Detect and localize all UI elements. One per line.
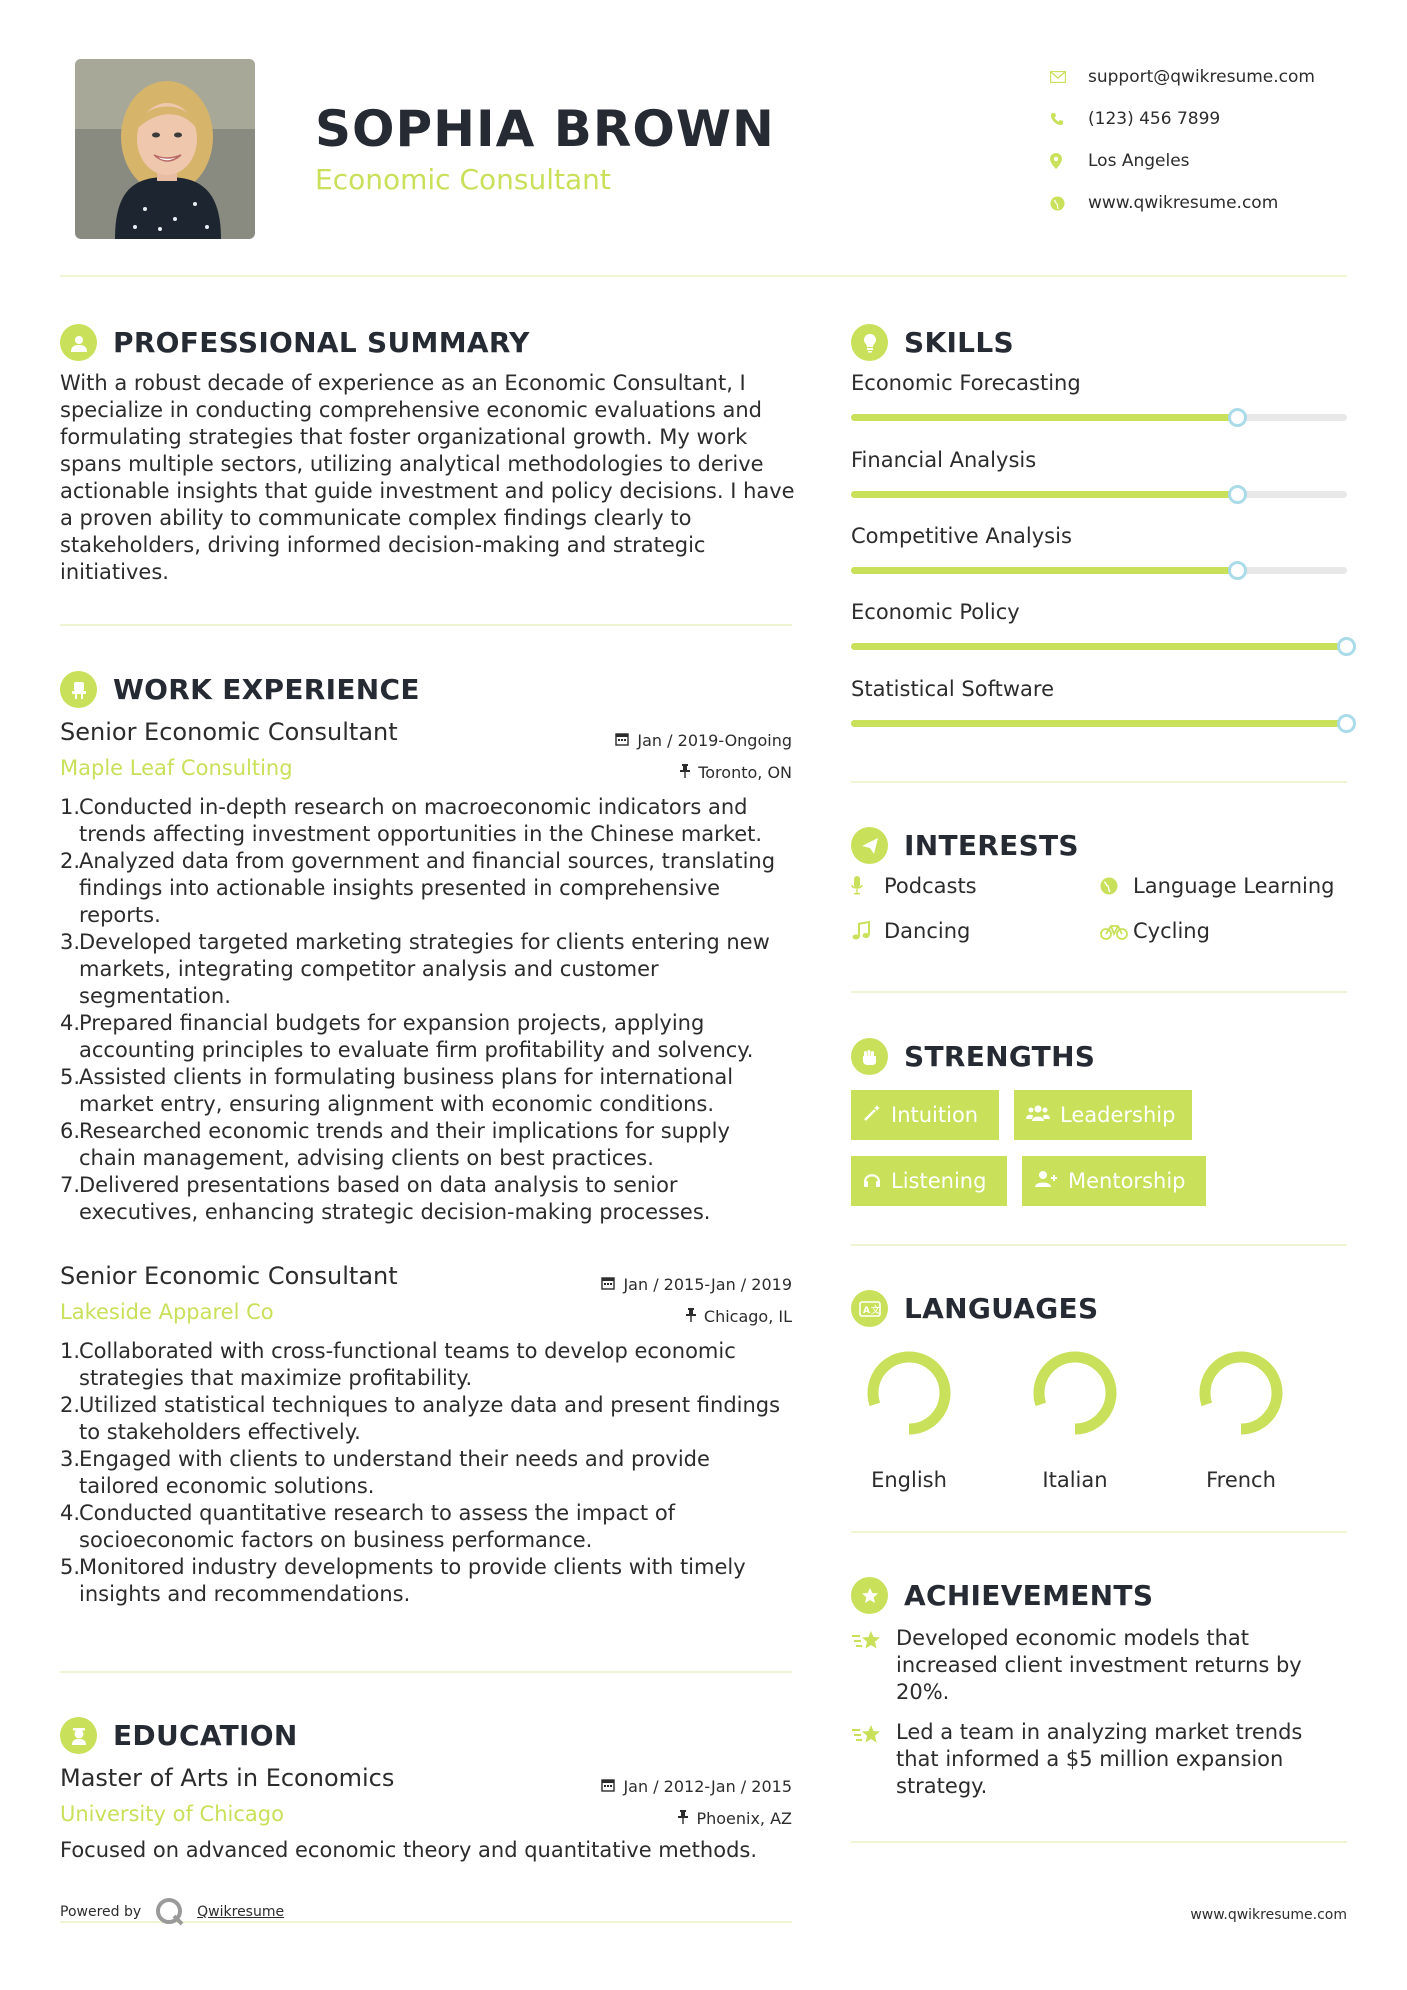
list-item: 4.Prepared financial budgets for expansion projects, applying accounting principles to evaluate firm profitability and solvency. <box>60 1011 754 1062</box>
headphones-icon <box>863 1169 881 1193</box>
education-dates <box>601 1770 792 1802</box>
degree-title: Master of Arts in Economics <box>60 1764 395 1792</box>
skill-bar <box>851 567 1347 574</box>
candidate-title: Economic Consultant <box>315 163 611 196</box>
education-entry <box>60 1764 792 1862</box>
website-text: www.qwikresume.com <box>1088 193 1279 213</box>
skill-bar-fill <box>851 567 1238 574</box>
skills-heading <box>851 324 1014 361</box>
contact-location <box>1050 140 1315 182</box>
interest-item <box>851 919 970 943</box>
company-name: Maple Leaf Consulting <box>60 756 293 780</box>
pushpin-icon <box>678 1809 688 1828</box>
svg-text:文: 文 <box>870 1305 880 1316</box>
achievement-item <box>851 1625 1331 1706</box>
achievement-text: Led a team in analyzing market trends that informed a $5 million expansion strategy. <box>896 1720 1303 1798</box>
shooting-star-icon <box>851 1719 896 1800</box>
skill-bar-knob <box>1228 561 1247 580</box>
interest-label: Cycling <box>1133 919 1210 943</box>
skill-name: Economic Forecasting <box>851 371 1081 395</box>
summary-heading <box>60 324 530 361</box>
brand-link[interactable]: Qwikresume <box>197 1904 285 1920</box>
skill-bar <box>851 491 1347 498</box>
skill-item <box>851 448 1347 498</box>
footer-powered-by <box>60 1897 284 1927</box>
interest-label: Language Learning <box>1133 874 1335 898</box>
skill-bar-fill <box>851 491 1238 498</box>
skill-name: Competitive Analysis <box>851 524 1072 548</box>
interest-item <box>1100 874 1334 898</box>
microphone-icon <box>851 876 884 896</box>
contact-website[interactable] <box>1050 182 1315 224</box>
lightbulb-icon <box>851 324 888 361</box>
envelope-icon <box>1050 71 1088 83</box>
language-icon <box>851 1290 888 1327</box>
profile-photo <box>75 59 255 239</box>
languages-heading <box>851 1290 1098 1327</box>
experience-heading <box>60 671 420 708</box>
job-meta <box>601 1268 792 1332</box>
list-item: 6.Researched economic trends and their implications for supply chain management, advising clients on best practices. <box>60 1119 730 1170</box>
language-item <box>1015 1346 1135 1492</box>
strengths-divider <box>851 1244 1347 1246</box>
job-location-text: Toronto, ON <box>698 762 792 782</box>
list-item: 2.Analyzed data from government and financial sources, translating findings into actionable insights presented in comprehensive reports. <box>60 849 776 927</box>
skill-bar-knob <box>1337 637 1356 656</box>
achievements-divider <box>851 1841 1347 1843</box>
skill-bar <box>851 720 1347 727</box>
language-level-arc <box>1205 1357 1277 1429</box>
calendar-icon <box>601 1275 615 1294</box>
language-ring <box>1194 1346 1288 1440</box>
users-icon <box>1026 1103 1050 1127</box>
magic-wand-icon <box>863 1103 881 1127</box>
candidate-name: SOPHIA BROWN <box>315 100 775 158</box>
job-dates-text: Jan / 2015-Jan / 2019 <box>623 1274 792 1294</box>
job-dates <box>601 1268 792 1300</box>
job-bullets <box>60 1338 792 1608</box>
pushpin-icon <box>686 1307 696 1326</box>
bicycle-icon <box>1100 922 1133 940</box>
skill-name: Statistical Software <box>851 677 1055 701</box>
strength-label: Leadership <box>1060 1103 1176 1127</box>
strength-label: Mentorship <box>1068 1169 1186 1193</box>
job-location <box>601 1300 792 1332</box>
skill-bar <box>851 414 1347 421</box>
summary-divider <box>60 624 792 626</box>
education-meta <box>601 1770 792 1834</box>
skill-item <box>851 371 1347 421</box>
skill-bar-knob <box>1337 714 1356 733</box>
education-heading-label: EDUCATION <box>113 1719 298 1752</box>
language-name: Italian <box>1042 1468 1108 1492</box>
skill-bar-fill <box>851 720 1347 727</box>
calendar-icon <box>615 731 629 750</box>
language-ring <box>862 1346 956 1440</box>
skill-item <box>851 524 1347 574</box>
portrait-image <box>75 59 255 239</box>
list-item: 3.Developed targeted marketing strategies for clients entering new markets, integrating competitor analysis and customer segmentation. <box>60 930 770 1008</box>
achievement-item <box>851 1719 1331 1800</box>
map-pin-icon <box>1050 153 1088 169</box>
skill-item <box>851 600 1347 650</box>
skills-divider <box>851 781 1347 783</box>
pushpin-icon <box>680 763 690 782</box>
company-name: Lakeside Apparel Co <box>60 1300 274 1324</box>
skills-heading-label: SKILLS <box>904 326 1014 359</box>
language-name: English <box>871 1468 947 1492</box>
strengths-heading <box>851 1038 1095 1075</box>
language-item <box>1181 1346 1301 1492</box>
list-item: 1.Collaborated with cross-functional teams to develop economic strategies that maximize profitability. <box>60 1339 736 1390</box>
experience-divider <box>60 1671 792 1673</box>
skill-bar-knob <box>1228 408 1247 427</box>
phone-icon <box>1050 112 1088 126</box>
job-entry <box>60 1262 792 1608</box>
job-location <box>615 756 792 788</box>
email-text: support@qwikresume.com <box>1088 67 1315 87</box>
paper-plane-icon <box>851 827 888 864</box>
contact-info <box>1050 56 1315 224</box>
user-icon <box>60 324 97 361</box>
globe-icon <box>1100 877 1133 895</box>
job-title: Senior Economic Consultant <box>60 1262 398 1290</box>
music-note-icon <box>851 921 884 941</box>
job-bullets <box>60 794 792 1226</box>
phone-text: (123) 456 7899 <box>1088 109 1221 129</box>
language-level-arc <box>873 1357 945 1429</box>
strength-label: Intuition <box>891 1103 979 1127</box>
location-text: Los Angeles <box>1088 151 1190 171</box>
skill-name: Economic Policy <box>851 600 1020 624</box>
list-item: 2.Utilized statistical techniques to analyze data and present findings to stakeholders effectively. <box>60 1393 781 1444</box>
achievements-heading <box>851 1577 1153 1614</box>
job-meta <box>615 724 792 788</box>
graduate-icon <box>60 1717 97 1754</box>
globe-icon <box>1050 196 1088 211</box>
qwikresume-logo-icon <box>155 1897 185 1927</box>
language-item <box>849 1346 969 1492</box>
interest-item <box>851 874 977 898</box>
strength-badge <box>1014 1090 1192 1140</box>
skill-bar <box>851 643 1347 650</box>
user-plus-icon <box>1034 1169 1058 1193</box>
award-icon <box>851 1577 888 1614</box>
experience-heading-label: WORK EXPERIENCE <box>113 673 420 706</box>
languages-divider <box>851 1531 1347 1533</box>
achievement-text: Developed economic models that increased client investment returns by 20%. <box>896 1626 1302 1704</box>
list-item: 1.Conducted in-depth research on macroeconomic indicators and trends affecting investment opportunities in the Chinese market. <box>60 795 763 846</box>
summary-heading-label: PROFESSIONAL SUMMARY <box>113 326 530 359</box>
languages-heading-label: LANGUAGES <box>904 1292 1099 1325</box>
strength-badge <box>851 1090 999 1140</box>
footer-website[interactable]: www.qwikresume.com <box>1190 1907 1347 1923</box>
header-divider <box>60 275 1347 277</box>
skill-bar-knob <box>1228 485 1247 504</box>
shooting-star-icon <box>851 1625 896 1706</box>
job-location-text: Chicago, IL <box>703 1306 792 1326</box>
strength-badge <box>851 1156 1007 1206</box>
job-dates <box>615 724 792 756</box>
powered-by-text: Powered by <box>60 1904 142 1920</box>
interests-heading-label: INTERESTS <box>904 829 1079 862</box>
education-location <box>601 1802 792 1834</box>
list-item: 4.Conducted quantitative research to assess the impact of socioeconomic factors on business performance. <box>60 1501 676 1552</box>
interests-heading <box>851 827 1079 864</box>
list-item: 5.Monitored industry developments to provide clients with timely insights and recommendations. <box>60 1555 746 1606</box>
skill-bar-fill <box>851 643 1347 650</box>
education-dates-text: Jan / 2012-Jan / 2015 <box>623 1776 792 1796</box>
strength-label: Listening <box>891 1169 987 1193</box>
list-item: 3.Engaged with clients to understand their needs and provide tailored economic solutions. <box>60 1447 710 1498</box>
interest-label: Dancing <box>884 919 971 943</box>
skill-bar-fill <box>851 414 1238 421</box>
summary-text: With a robust decade of experience as an Economic Consultant, I specialize in conducting comprehensive economic evaluations and formulating strategies that foster organizational growth. My work spans multiple sectors, utilizing analytical methodologies to derive actionable insights that guide investment and policy decisions. I have a proven ability to communicate complex findings clearly to stakeholders, driving informed decision-making and strategic initiatives. <box>60 371 795 584</box>
skill-name: Financial Analysis <box>851 448 1037 472</box>
strengths-heading-label: STRENGTHS <box>904 1040 1096 1073</box>
education-description: Focused on advanced economic theory and quantitative methods. <box>60 1838 758 1862</box>
interests-divider <box>851 991 1347 993</box>
fist-icon <box>851 1038 888 1075</box>
achievements-heading-label: ACHIEVEMENTS <box>904 1579 1154 1612</box>
language-level-arc <box>1039 1357 1111 1429</box>
interest-item <box>1100 919 1210 943</box>
chair-icon <box>60 671 97 708</box>
job-title: Senior Economic Consultant <box>60 718 398 746</box>
skill-item <box>851 677 1347 727</box>
list-item: 7.Delivered presentations based on data analysis to senior executives, enhancing strategic decision-making processes. <box>60 1173 711 1224</box>
school-name: University of Chicago <box>60 1802 284 1826</box>
svg-text:A: A <box>862 1305 870 1316</box>
contact-email[interactable] <box>1050 56 1315 98</box>
education-location-text: Phoenix, AZ <box>696 1808 792 1828</box>
job-entry <box>60 718 792 1226</box>
education-heading <box>60 1717 298 1754</box>
calendar-icon <box>601 1777 615 1796</box>
strength-badge <box>1022 1156 1206 1206</box>
language-ring <box>1028 1346 1122 1440</box>
language-name: French <box>1206 1468 1276 1492</box>
interest-label: Podcasts <box>884 874 977 898</box>
list-item: 5.Assisted clients in formulating business plans for international market entry, ensuring alignment with economic conditions. <box>60 1065 734 1116</box>
job-dates-text: Jan / 2019-Ongoing <box>637 730 792 750</box>
contact-phone <box>1050 98 1315 140</box>
